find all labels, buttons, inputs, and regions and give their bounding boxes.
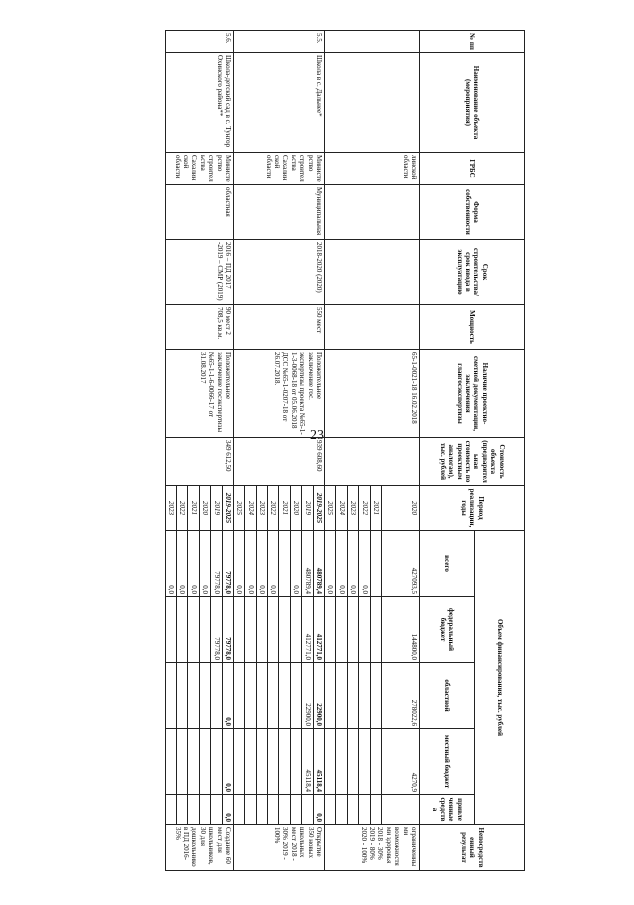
cell-local bbox=[165, 729, 176, 795]
cell-grbs: Министерство строительства Сахалинской области bbox=[233, 153, 324, 185]
cell-capacity: 90 мест 2 708,5 кв.м. bbox=[165, 305, 233, 350]
page-number: 23 bbox=[310, 428, 324, 443]
cell-cost: 939 608,60 bbox=[233, 438, 324, 486]
cell-extra bbox=[336, 795, 347, 825]
header-federal: федеральный бюджет bbox=[420, 597, 475, 663]
cell-extra bbox=[188, 795, 199, 825]
cell-local bbox=[188, 729, 199, 795]
cell-local bbox=[347, 729, 358, 795]
cell-no: 5.5. bbox=[233, 31, 324, 53]
cell-regional bbox=[233, 663, 244, 729]
cell-period: 2019-2025 bbox=[222, 486, 233, 531]
cell-regional bbox=[279, 663, 290, 729]
cell-federal bbox=[290, 597, 301, 663]
cell-local bbox=[211, 729, 222, 795]
cell-term: 2016 – ПД 2017 -2019 – СМР (2019) bbox=[165, 240, 233, 305]
cell-total: 0,0 bbox=[336, 531, 347, 597]
cell-year: 2023 bbox=[165, 486, 176, 531]
header-funding-group: Объем финансирования, тыс. рублей bbox=[475, 531, 525, 825]
cell-year: 2020 bbox=[290, 486, 301, 531]
header-capacity: Мощность bbox=[420, 305, 525, 350]
table-row bbox=[313, 31, 324, 871]
cell-extra bbox=[199, 795, 210, 825]
cell-regional: 22900,0 bbox=[302, 663, 313, 729]
cell-regional bbox=[359, 663, 370, 729]
header-period: Период реализации, годы bbox=[420, 486, 525, 531]
cell-regional bbox=[199, 663, 210, 729]
cell-year: 2024 bbox=[245, 486, 256, 531]
cell-extra bbox=[302, 795, 313, 825]
cell-grbs: линской области bbox=[325, 153, 420, 185]
cell-federal bbox=[245, 597, 256, 663]
cell-extra bbox=[176, 795, 187, 825]
cell-year: 2022 bbox=[359, 486, 370, 531]
cell-total: 480789,4 bbox=[302, 531, 313, 597]
cell-no bbox=[325, 31, 420, 53]
cell-design: 65-1-0021-18 16.02.2018 bbox=[325, 350, 420, 438]
cell-federal bbox=[233, 597, 244, 663]
cell-regional bbox=[347, 663, 358, 729]
cell-year: 2019 bbox=[302, 486, 313, 531]
cell-total: 79778,0 bbox=[211, 531, 222, 597]
cell-local: 45118,4 bbox=[302, 729, 313, 795]
header-design: Наличие проектно-сметной документации, заключения главгосэкспертизы bbox=[420, 350, 525, 438]
cell-year: 2024 bbox=[336, 486, 347, 531]
cell-result: ограниченными возможностями здоровья 2018 - 30% 2019 - 80% 2020 - 100% bbox=[325, 825, 420, 871]
cell-year: 2019 bbox=[211, 486, 222, 531]
cell-federal bbox=[325, 597, 336, 663]
cell-total bbox=[370, 531, 381, 597]
cell-extra bbox=[359, 795, 370, 825]
cell-federal bbox=[176, 597, 187, 663]
table-body bbox=[165, 31, 419, 871]
cell-total: 0,0 bbox=[233, 531, 244, 597]
cell-total: 0,0 bbox=[165, 531, 176, 597]
cell-federal bbox=[370, 597, 381, 663]
cell-term: 2018-2020 (2020) bbox=[233, 240, 324, 305]
cell-total: 0,0 bbox=[268, 531, 279, 597]
cell-term bbox=[325, 240, 420, 305]
cell-extra: 0,0 bbox=[313, 795, 324, 825]
cell-federal bbox=[256, 597, 267, 663]
cell-year: 2021 bbox=[188, 486, 199, 531]
header-regional: областной bbox=[420, 663, 475, 729]
cell-extra bbox=[245, 795, 256, 825]
cell-regional bbox=[165, 663, 176, 729]
cell-extra bbox=[325, 795, 336, 825]
cell-ownership bbox=[325, 185, 420, 240]
cell-federal: 412771,0 bbox=[302, 597, 313, 663]
cell-year: 2023 bbox=[347, 486, 358, 531]
cell-year: 2025 bbox=[233, 486, 244, 531]
cell-total: 0,0 bbox=[199, 531, 210, 597]
cell-extra bbox=[290, 795, 301, 825]
cell-extra bbox=[370, 795, 381, 825]
cell-grbs: Министерство строительства Сахалинской области bbox=[165, 153, 233, 185]
cell-total: 0,0 bbox=[347, 531, 358, 597]
cell-name: Школа-детский сад в с. Тунгор Охинского района** bbox=[165, 53, 233, 153]
cell-local: 0,0 bbox=[222, 729, 233, 795]
cell-year: 2020 bbox=[199, 486, 210, 531]
cell-regional bbox=[176, 663, 187, 729]
cell-year: 2022 bbox=[268, 486, 279, 531]
cell-regional bbox=[211, 663, 222, 729]
header-local: местный бюджет bbox=[420, 729, 475, 795]
cell-local bbox=[176, 729, 187, 795]
cell-capacity bbox=[325, 305, 420, 350]
cell-ownership: областная bbox=[165, 185, 233, 240]
cell-regional bbox=[290, 663, 301, 729]
cell-regional bbox=[268, 663, 279, 729]
header-no: № пп bbox=[420, 31, 525, 53]
cell-regional bbox=[336, 663, 347, 729]
cell-ownership: Муниципальная bbox=[233, 185, 324, 240]
cell-capacity: 550 мест bbox=[233, 305, 324, 350]
cell-federal bbox=[347, 597, 358, 663]
header-result: Непосредственный результат bbox=[420, 825, 525, 871]
cell-local: 45118,4 bbox=[313, 729, 324, 795]
cell-total: 480789,4 bbox=[313, 531, 324, 597]
table-row bbox=[222, 31, 233, 871]
cell-federal bbox=[359, 597, 370, 663]
cell-year: 2023 bbox=[256, 486, 267, 531]
cell-design: Положительное заключение госэкспертизы №65-1-1-6-0066-17 от 31.08.2017 bbox=[165, 350, 233, 438]
header-cost: Стоимость объекта (предварительная стоимость по проектным аналогам), тыс. рублей bbox=[420, 438, 525, 486]
cell-year: 2020 bbox=[382, 486, 420, 531]
cell-total: 427093,5 bbox=[382, 531, 420, 597]
cell-federal bbox=[188, 597, 199, 663]
cell-result: Создание 60 мест для школьников, 30 для дошкольников ПД 2016-35% bbox=[165, 825, 233, 871]
cell-federal bbox=[199, 597, 210, 663]
cell-federal: 412771,0 bbox=[313, 597, 324, 663]
cell-local bbox=[336, 729, 347, 795]
cell-federal: 79778,0 bbox=[222, 597, 233, 663]
cell-regional bbox=[325, 663, 336, 729]
cell-federal bbox=[165, 597, 176, 663]
cell-name: Школа в с. Дальнее* bbox=[233, 53, 324, 153]
cell-total: 0,0 bbox=[290, 531, 301, 597]
cell-local bbox=[256, 729, 267, 795]
header-total: всего bbox=[420, 531, 475, 597]
cell-extra bbox=[382, 795, 420, 825]
header-extra: привлеченные средства bbox=[420, 795, 475, 825]
cell-design: Положительное заключение гос. экспертизы проекта №65-1-1-3-0068-18 от 05.06.2018 ДСС №65-1-0207-18 от 26.07.2018. bbox=[233, 350, 324, 438]
cell-federal: 79778,0 bbox=[211, 597, 222, 663]
rotated-table-wrapper bbox=[90, 30, 525, 870]
cell-extra bbox=[165, 795, 176, 825]
cell-total: 0,0 bbox=[256, 531, 267, 597]
cell-total: 0,0 bbox=[359, 531, 370, 597]
header-ownership: Форма собственности bbox=[420, 185, 525, 240]
cell-local bbox=[233, 729, 244, 795]
cell-regional bbox=[256, 663, 267, 729]
cell-year: 2025 bbox=[325, 486, 336, 531]
cell-local bbox=[279, 729, 290, 795]
cell-regional bbox=[188, 663, 199, 729]
cell-result: Открытие 350 новых школьных мест 2018 - 30% 2019 - 100% bbox=[233, 825, 324, 871]
cell-total: 0,0 bbox=[176, 531, 187, 597]
cell-extra bbox=[347, 795, 358, 825]
cell-total: 0,0 bbox=[245, 531, 256, 597]
cell-local bbox=[325, 729, 336, 795]
cell-no: 5.6. bbox=[165, 31, 233, 53]
cell-local bbox=[290, 729, 301, 795]
cell-federal bbox=[268, 597, 279, 663]
cell-extra bbox=[279, 795, 290, 825]
header-name: Наименование объекта (мероприятия) bbox=[420, 53, 525, 153]
cell-local bbox=[268, 729, 279, 795]
cell-extra bbox=[268, 795, 279, 825]
cell-year: 2021 bbox=[370, 486, 381, 531]
cell-extra bbox=[256, 795, 267, 825]
cell-regional: 0,0 bbox=[222, 663, 233, 729]
cell-year: 2022 bbox=[176, 486, 187, 531]
cell-cost: 349 612,50 bbox=[165, 438, 233, 486]
cell-extra bbox=[211, 795, 222, 825]
cell-local: 4270,9 bbox=[382, 729, 420, 795]
cell-federal bbox=[279, 597, 290, 663]
cell-local bbox=[370, 729, 381, 795]
cell-local bbox=[199, 729, 210, 795]
cell-cost bbox=[325, 438, 420, 486]
cell-regional: 278022,6 bbox=[382, 663, 420, 729]
table-row bbox=[382, 31, 420, 871]
cell-year: 2021 bbox=[279, 486, 290, 531]
cell-extra bbox=[233, 795, 244, 825]
cell-name bbox=[325, 53, 420, 153]
cell-federal: 144800,0 bbox=[382, 597, 420, 663]
cell-period: 2019-2025 bbox=[313, 486, 324, 531]
cell-total bbox=[279, 531, 290, 597]
financing-table bbox=[165, 30, 525, 871]
cell-local bbox=[359, 729, 370, 795]
cell-regional bbox=[245, 663, 256, 729]
header-grbs: ГРБС bbox=[420, 153, 525, 185]
cell-local bbox=[245, 729, 256, 795]
cell-extra: 0,0 bbox=[222, 795, 233, 825]
cell-total: 79778,0 bbox=[222, 531, 233, 597]
cell-total: 0,0 bbox=[188, 531, 199, 597]
cell-federal bbox=[336, 597, 347, 663]
header-term: Срок строительства/ срок ввода в эксплуатацию bbox=[420, 240, 525, 305]
cell-total: 0,0 bbox=[325, 531, 336, 597]
cell-regional: 22900,0 bbox=[313, 663, 324, 729]
cell-regional bbox=[370, 663, 381, 729]
